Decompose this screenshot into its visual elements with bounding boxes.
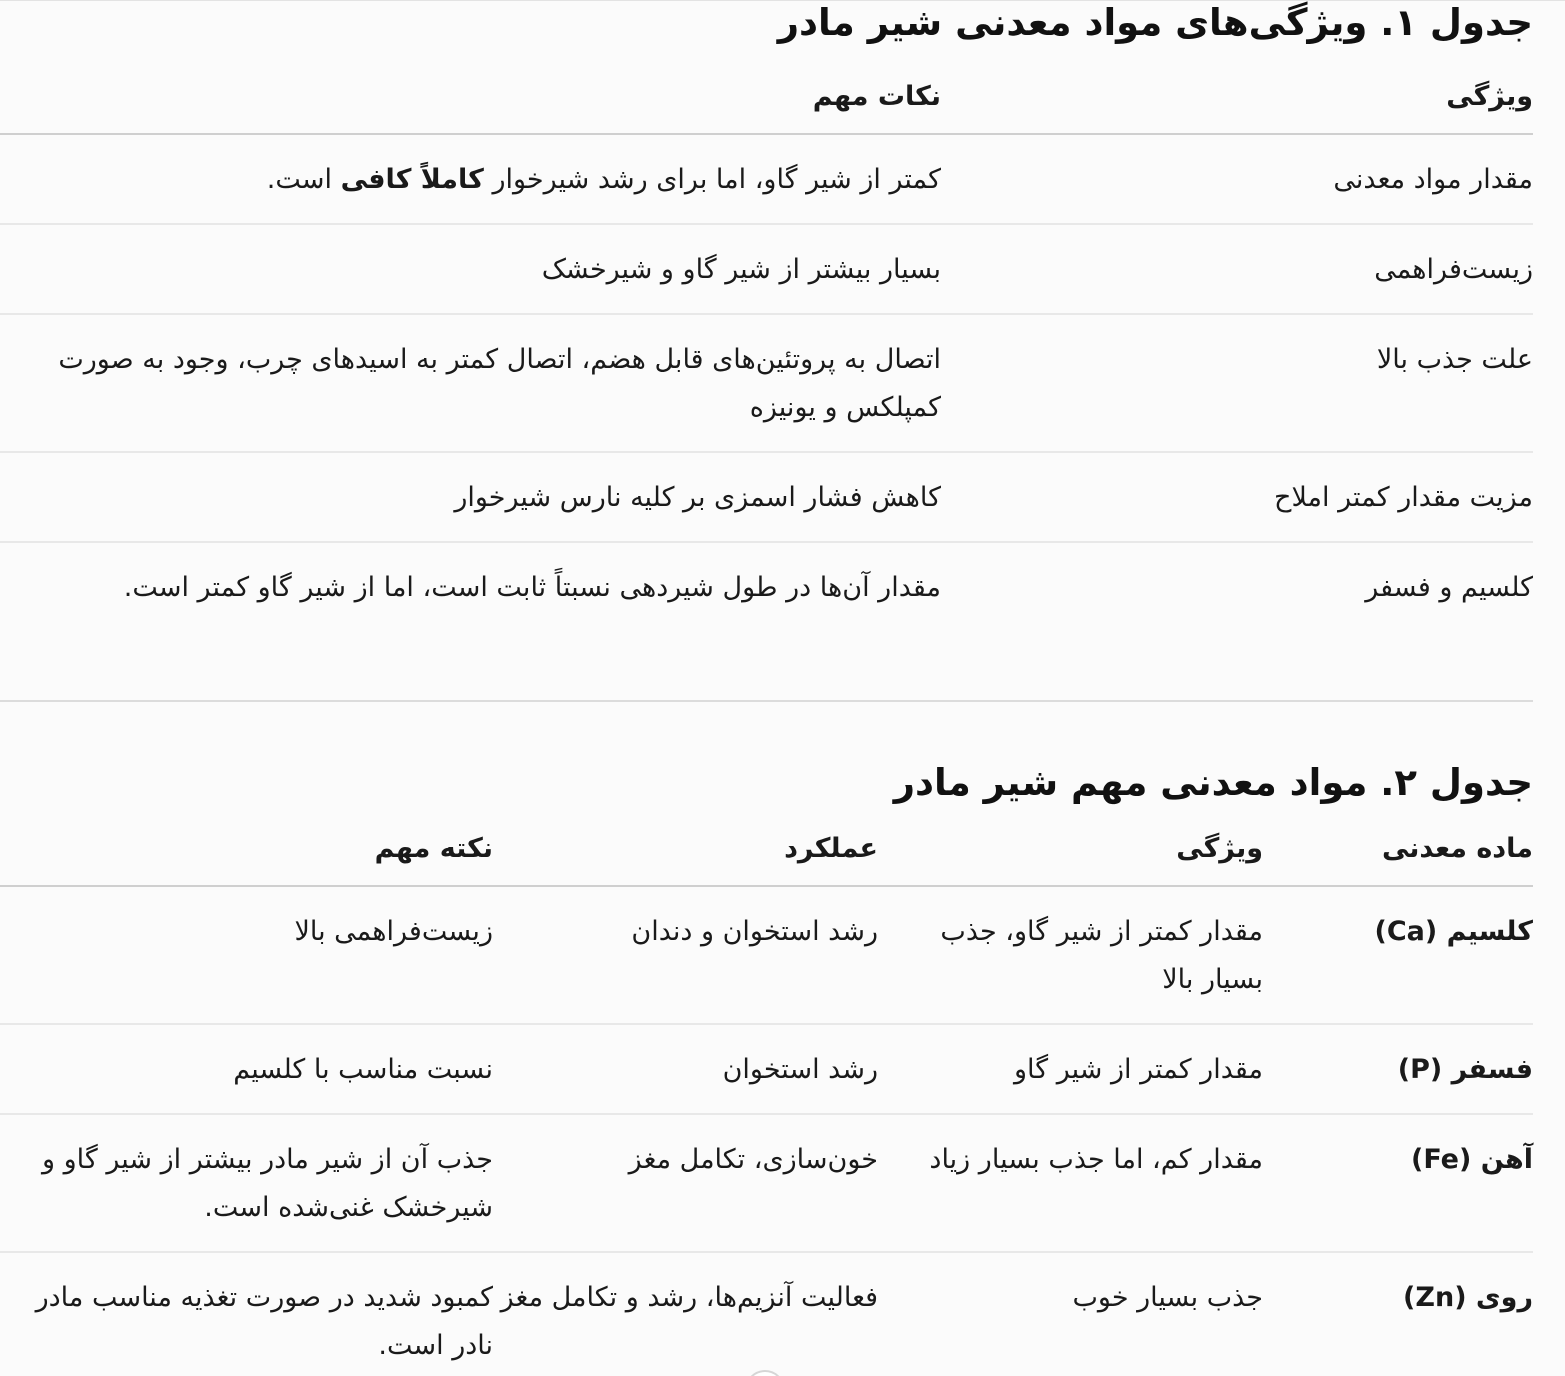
table-row	[0, 1024, 1533, 1114]
table1-header-row	[0, 53, 1533, 134]
table2-cell-note: کمبود شدید در صورت تغذیه مناسب مادر نادر است.	[0, 1252, 493, 1376]
table1-cell-feature: علت جذب بالا	[941, 314, 1533, 452]
table2-header-function: عملکرد	[493, 805, 878, 886]
table-row	[0, 1114, 1533, 1252]
table1-cell-note	[0, 134, 941, 224]
table2-cell-function: رشد استخوان	[493, 1024, 878, 1114]
table1-cell-note: مقدار آن‌ها در طول شیردهی نسبتاً ثابت است، اما از شیر گاو کمتر است.	[123, 572, 941, 603]
table2	[0, 805, 1533, 1376]
table2-cell-note: جذب آن از شیر مادر بیشتر از شیر گاو و شیرخشک غنی‌شده است.	[0, 1114, 493, 1252]
table1-header-notes: نکات مهم	[0, 53, 941, 134]
table2-header-note: نکته مهم	[0, 805, 493, 886]
table1	[0, 53, 1533, 631]
table2-cell-mineral: فسفر (P)	[1263, 1024, 1533, 1114]
table1-cell-note: کاهش فشار اسمزی بر کلیه نارس شیرخوار	[0, 452, 941, 542]
table-row	[0, 1252, 1533, 1376]
table2-cell-note: زیست‌فراهمی بالا	[0, 886, 493, 1024]
table-row	[0, 314, 1533, 452]
table2-cell-feature: مقدار کمتر از شیر گاو، جذب بسیار بالا	[878, 886, 1263, 1024]
table2-cell-function: خون‌سازی، تکامل مغز	[493, 1114, 878, 1252]
table1-cell-note: اتصال به پروتئین‌های قابل هضم، اتصال کمتر به اسیدهای چرب، وجود به صورت کمپلکس و یونیزه	[0, 314, 941, 452]
table1-cell-feature: زیست‌فراهمی	[941, 224, 1533, 314]
table1-cell-feature: مزیت مقدار کمتر املاح	[941, 452, 1533, 542]
table1-title: جدول ۱. ویژگی‌های مواد معدنی شیر مادر	[777, 1, 1533, 44]
note-text-end: است.	[266, 164, 341, 195]
table-row	[0, 886, 1533, 1024]
table2-cell-mineral: آهن (Fe)	[1263, 1114, 1533, 1252]
note-text: کمتر از شیر گاو، اما برای رشد شیرخوار	[483, 164, 941, 195]
table2-title: جدول ۲. مواد معدنی مهم شیر مادر	[893, 761, 1533, 804]
note-emphasis: کاملاً کافی	[340, 164, 484, 195]
table1-section	[0, 1, 1533, 631]
table-row	[0, 452, 1533, 542]
table2-cell-function: رشد استخوان و دندان	[493, 886, 878, 1024]
table2-cell-feature: مقدار کم، اما جذب بسیار زیاد	[878, 1114, 1263, 1252]
table-row	[0, 224, 1533, 314]
table1-cell-feature: کلسیم و فسفر	[1365, 572, 1533, 603]
table2-cell-mineral: کلسیم (Ca)	[1263, 886, 1533, 1024]
table2-cell-feature: جذب بسیار خوب	[878, 1252, 1263, 1376]
table1-header-feature: ویژگی	[941, 53, 1533, 134]
table2-section	[0, 761, 1533, 1376]
table2-header-mineral: ماده معدنی	[1263, 805, 1533, 886]
table2-cell-feature: مقدار کمتر از شیر گاو	[878, 1024, 1263, 1114]
table1-cell-feature: مقدار مواد معدنی	[941, 134, 1533, 224]
table2-cell-mineral: روی (Zn)	[1263, 1252, 1533, 1376]
table2-cell-note: نسبت مناسب با کلسیم	[0, 1024, 493, 1114]
table-row	[0, 134, 1533, 224]
table2-cell-function: فعالیت آنزیم‌ها، رشد و تکامل مغز	[493, 1252, 878, 1376]
table2-header-feature: ویژگی	[878, 805, 1263, 886]
table1-cell-note: بسیار بیشتر از شیر گاو و شیرخشک	[0, 224, 941, 314]
section-divider	[0, 700, 1533, 702]
table2-header-row	[0, 805, 1533, 886]
table-row	[0, 542, 1533, 631]
